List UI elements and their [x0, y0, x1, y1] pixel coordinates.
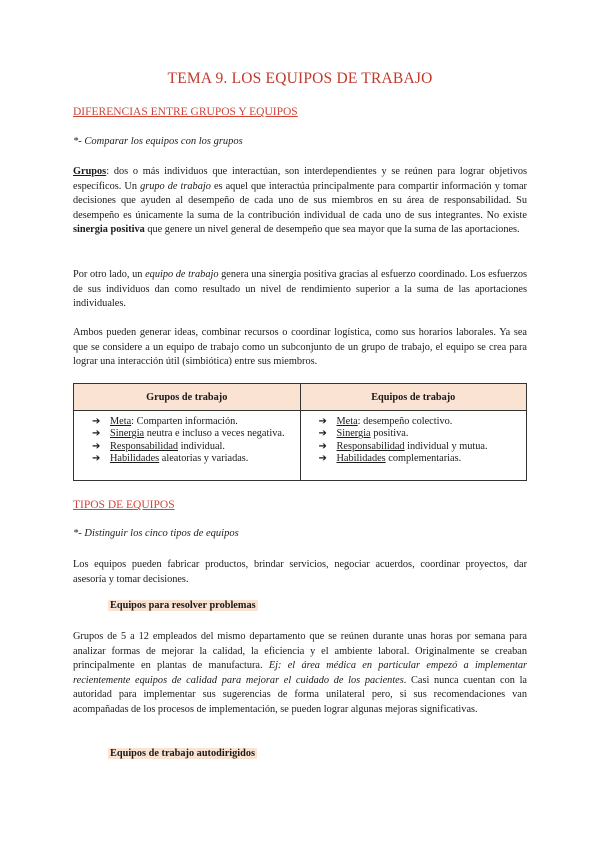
paragraph-equipos-pueden: Los equipos pueden fabricar productos, brindar servicios, negociar acuerdos, coordinar proyectos, dar asesoría y tomar decisiones.	[73, 559, 527, 585]
list-item	[92, 441, 294, 453]
note-comparar: *- Comparar los equipos con los grupos	[73, 136, 243, 147]
item-text: neutra e incluso a veces negativa.	[144, 428, 285, 440]
header-grupos: Grupos de trabajo	[146, 391, 228, 403]
comparison-table	[73, 383, 527, 481]
arrow-icon: ➔	[318, 416, 327, 427]
text: Grupos de 5 a 12 empleados del mismo departamento que se reúnen durante unas horas por semana para analizar formas de mejorar la calidad, la eficiencia y el ambiente laboral. Originalmente se creaban principalmente en plantas de manufactura.	[73, 631, 527, 672]
subheading-resolver-problemas: Equipos para resolver problemas	[110, 600, 256, 611]
table-header	[74, 384, 526, 411]
item-term: Meta	[110, 416, 132, 427]
item-text: individual.	[178, 440, 225, 452]
item-term: Responsabilidad	[110, 440, 179, 452]
table-body	[74, 411, 526, 481]
list-item	[319, 416, 521, 428]
list-item	[319, 428, 521, 440]
arrow-icon: ➔	[92, 428, 101, 440]
arrow-icon: ➔	[92, 440, 101, 452]
item-term: Habilidades	[110, 452, 160, 464]
paragraph-equipo	[73, 268, 527, 312]
column-grupos	[74, 411, 300, 481]
document-title: TEMA 9. LOS EQUIPOS DE TRABAJO	[167, 70, 433, 87]
text: : dos o más individuos que interactúan, son interdependientes y se reúnen para lograr objetivos específicos. Un	[73, 166, 527, 192]
arrow-icon: ➔	[92, 452, 101, 464]
item-text: : Comparten información.	[131, 416, 238, 427]
item-term: Responsabilidad	[336, 440, 405, 452]
list-item	[92, 416, 294, 428]
term-equipo-de-trabajo: equipo de trabajo	[145, 269, 219, 280]
term-sinergia-positiva: sinergia positiva	[73, 224, 145, 236]
header-equipos: Equipos de trabajo	[300, 384, 527, 410]
item-term: Meta	[336, 416, 358, 427]
item-text: : desempeño colectivo.	[357, 416, 453, 427]
item-term: Sinergia	[110, 428, 145, 440]
list-item	[319, 441, 521, 453]
example-text: Ej: el área médica en particular empezó a implementar recientemente equipos de calidad para mejorar el cuidado de los pacientes	[73, 660, 527, 686]
subheading-autodirigidos: Equipos de trabajo autodirigidos	[110, 748, 256, 759]
term-grupos: Grupos	[73, 166, 107, 177]
text: genera una sinergia positiva gracias al esfuerzo coordinado. Los esfuerzos de sus individuos dan como resultado un nivel de rendimiento superior a la suma de las aportaciones individuales.	[73, 269, 527, 310]
section-heading-tipos: TIPOS DE EQUIPOS	[73, 499, 175, 511]
arrow-icon: ➔	[318, 452, 327, 464]
item-text: aleatorias y variadas.	[159, 452, 249, 464]
arrow-icon: ➔	[318, 428, 327, 440]
text: Por otro lado, un	[73, 269, 146, 280]
text: . Casi nunca cuentan con la autoridad para implementar sus sugerencias de forma unilateral pero, si sus recomendaciones van acompañadas de los procesos de implementación, se pueden lograr algunas mejoras significativas.	[73, 674, 527, 715]
column-equipos	[300, 411, 527, 481]
item-text: individual y mutua.	[404, 440, 488, 452]
section-heading-diferencias: DIFERENCIAS ENTRE GRUPOS Y EQUIPOS	[73, 106, 298, 118]
paragraph-ambos: Ambos pueden generar ideas, combinar recursos o coordinar logística, como sus horarios laborales. Ya sea que se considere a un equipo de trabajo como un subconjunto de un grupo de trabajo, el equipo se crea para lograr una interacción útil (simbiótica) entre sus miembros.	[73, 327, 527, 368]
item-text: complementarias.	[385, 452, 462, 464]
item-term: Habilidades	[336, 452, 386, 464]
paragraph-grupos	[73, 165, 527, 238]
arrow-icon: ➔	[92, 416, 101, 427]
list-item	[92, 453, 294, 465]
arrow-icon: ➔	[318, 440, 327, 452]
item-term: Sinergia	[336, 428, 371, 440]
text: que genere un nivel general de desempeño que sea mayor que la suma de las aportaciones.	[144, 224, 520, 236]
item-text: positiva.	[370, 428, 409, 440]
paragraph-resolver-problemas	[73, 630, 527, 718]
list-item	[319, 453, 521, 465]
note-distinguir: *- Distinguir los cinco tipos de equipos	[73, 528, 239, 539]
list-item	[92, 428, 294, 440]
term-grupo-de-trabajo: grupo de trabajo	[140, 180, 211, 192]
text: es aquel que interactúa principalmente para compartir información y tomar decisiones que ayuden al desempeño de cada uno de sus miembros en su área de responsabilidad. Su desempeño es únicamente la suma de la contribución individual de cada uno de sus integrantes. No existe	[73, 180, 527, 221]
